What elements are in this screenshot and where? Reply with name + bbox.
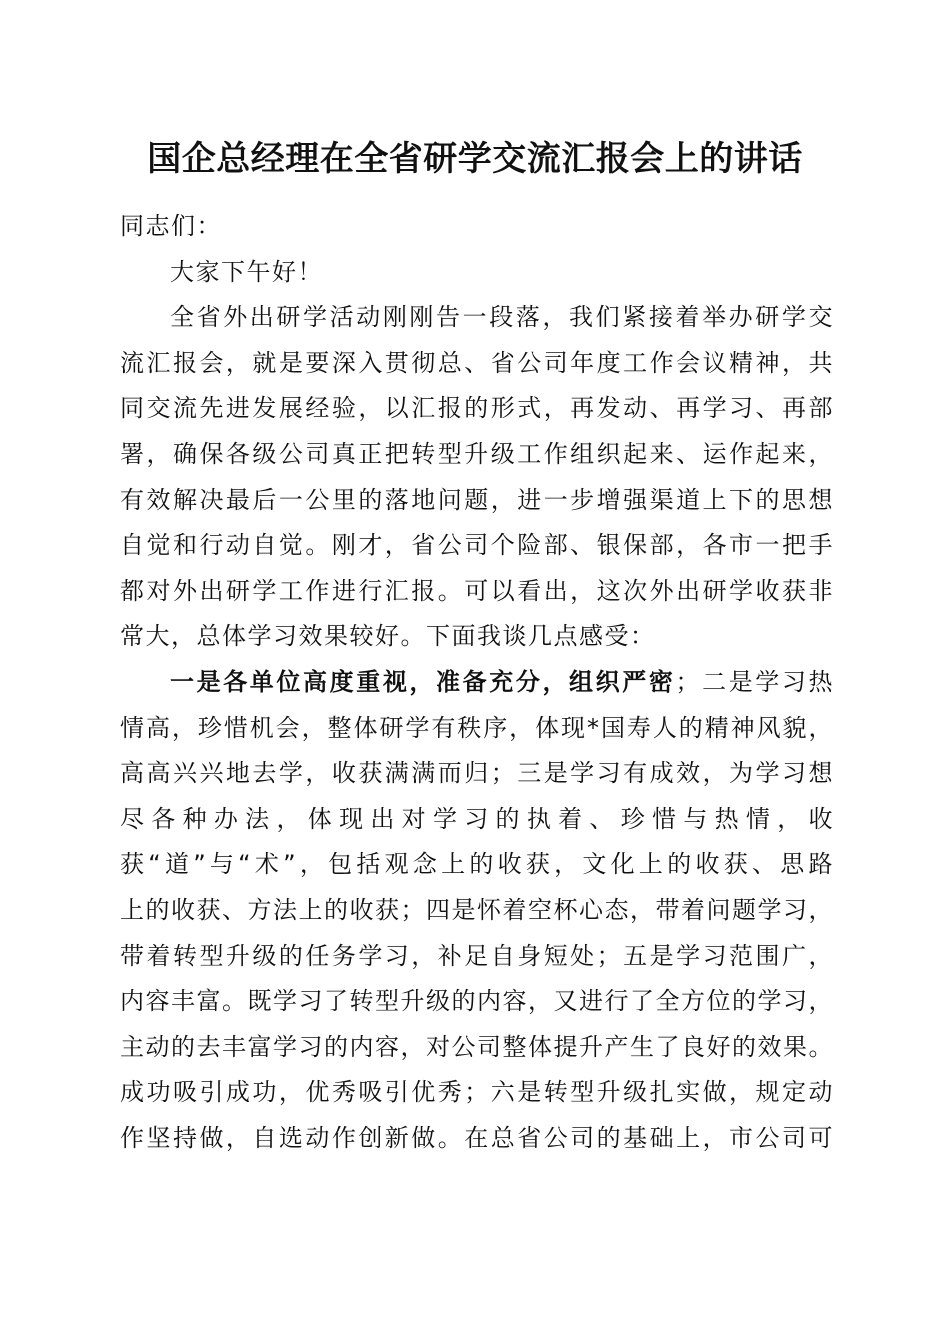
paragraph-line: 署，确保各级公司真正把转型升级工作组织起来、运作起来， (120, 439, 834, 468)
paragraph-line: 主动的去丰富学习的内容，对公司整体提升产生了良好的效果。 (120, 1032, 834, 1061)
paragraph-line: 上的收获、方法上的收获；四是怀着空杯心态，带着问题学习， (120, 895, 834, 924)
paragraph-line: 自觉和行动自觉。刚才，省公司个险部、银保部，各市一把手 (120, 531, 834, 560)
paragraph-line: 带着转型升级的任务学习，补足自身短处；五是学习范围广， (120, 941, 834, 970)
paragraph-run: ；二是学习热 (675, 667, 835, 696)
paragraph-line: 同交流先进发展经验，以汇报的形式，再发动、再学习、再部 (120, 394, 834, 423)
greeting: 大家下午好！ (170, 257, 323, 286)
paragraph-line: 流汇报会，就是要深入贯彻总、省公司年度工作会议精神，共 (120, 348, 834, 377)
paragraph-line: 全省外出研学活动刚刚告一段落，我们紧接着举办研学交 (170, 303, 834, 332)
paragraph-line: 有效解决最后一公里的落地问题，进一步增强渠道上下的思想 (120, 485, 834, 514)
paragraph-line: 作坚持做，自选动作创新做。在总省公司的基础上，市公司可 (120, 1123, 834, 1152)
paragraph-line: 情高，珍惜机会，整体研学有秩序，体现*国寿人的精神风貌， (120, 713, 834, 742)
paragraph-line: 成功吸引成功，优秀吸引优秀；六是转型升级扎实做，规定动 (120, 1078, 834, 1107)
salutation: 同志们： (120, 212, 222, 240)
document-body (120, 204, 834, 1161)
paragraph-line: 获“道”与“术”，包括观念上的收获，文化上的收获、思路 (120, 850, 834, 879)
paragraph-line: 内容丰富。既学习了转型升级的内容，又进行了全方位的学习， (120, 987, 834, 1016)
paragraph-line: 高高兴兴地去学，收获满满而归；三是学习有成效，为学习想 (120, 759, 834, 788)
paragraph-line (120, 660, 834, 706)
paragraph-line: 都对外出研学工作进行汇报。可以看出，这次外出研学收获非 (120, 576, 834, 605)
paragraph-line: 尽各种办法，体现出对学习的执着、珍惜与热情，收 (120, 804, 834, 833)
bold-run: 一是各单位高度重视，准备充分，组织严密 (170, 667, 676, 696)
paragraph-line: 常大，总体学习效果较好。下面我谈几点感受： (120, 622, 656, 651)
document-title: 国企总经理在全省研学交流汇报会上的讲话 (147, 139, 803, 179)
